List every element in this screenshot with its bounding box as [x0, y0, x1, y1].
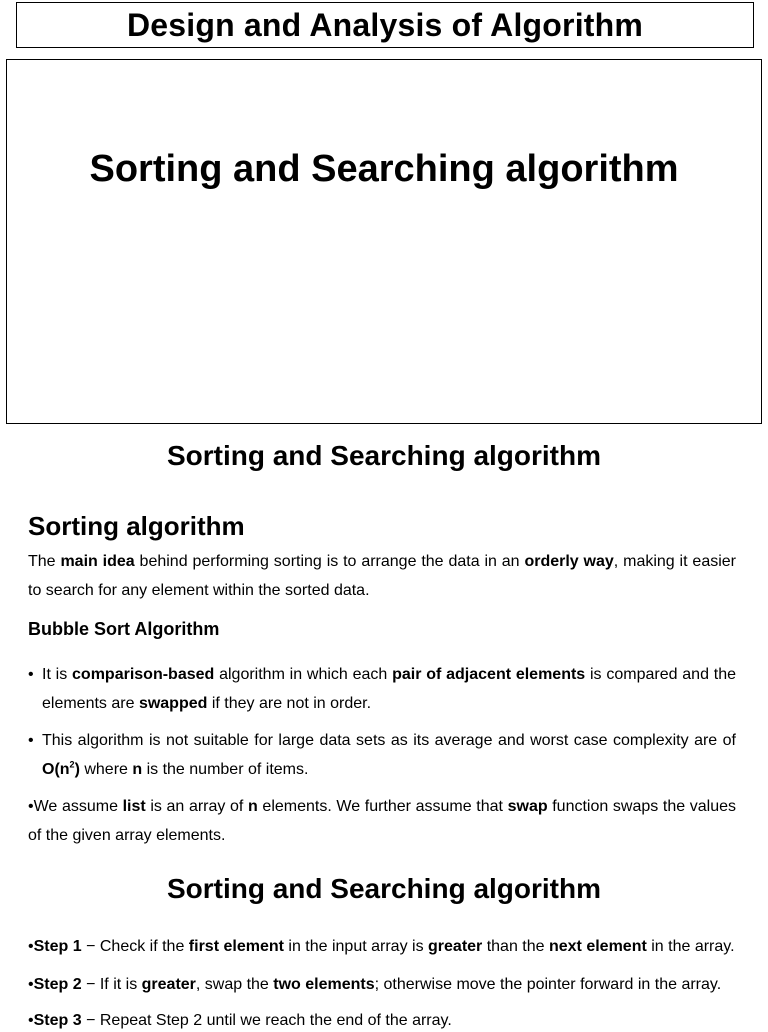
list-item [28, 726, 736, 784]
section-heading-1: Sorting and Searching algorithm [166, 440, 602, 471]
sorting-algorithm-heading: Sorting algorithm [28, 511, 245, 541]
assumption-paragraph: •We assume list is an array of n elements. We further assume that swap function swaps the values of the given array elements. [28, 798, 737, 844]
document-header [16, 2, 754, 48]
list-item [28, 660, 736, 718]
slide-title: Sorting and Searching algorithm [89, 148, 679, 190]
bubble-sort-heading: Bubble Sort Algorithm [28, 619, 220, 639]
step-item: •Step 3 − Repeat Step 2 until we reach the end of the array. [28, 1012, 452, 1029]
section-heading-2: Sorting and Searching algorithm [166, 873, 602, 904]
bullet-text: It is comparison-based algorithm in which each pair of adjacent elements is compared and the elements are swapped if they are not in order. [42, 666, 736, 712]
step-item: •Step 2 − If it is greater, swap the two elements; otherwise move the pointer forward in the array. [28, 976, 722, 993]
bullet-dot: • [28, 732, 34, 749]
document-title: Design and Analysis of Algorithm [126, 6, 644, 43]
title-slide [6, 59, 762, 424]
bullet-text: This algorithm is not suitable for large data sets as its average and worst case complexity are of $O(n^2)$ where n is the number of items. [42, 732, 736, 778]
intro-paragraph: The main idea behind performing sorting is to arrange the data in an orderly way, making it easier to search for any element within the sorted data. [28, 553, 736, 599]
step-item: •Step 1 − Check if the first element in the input array is greater than the next element in the array. [28, 938, 735, 955]
bullet-dot: • [28, 666, 34, 683]
